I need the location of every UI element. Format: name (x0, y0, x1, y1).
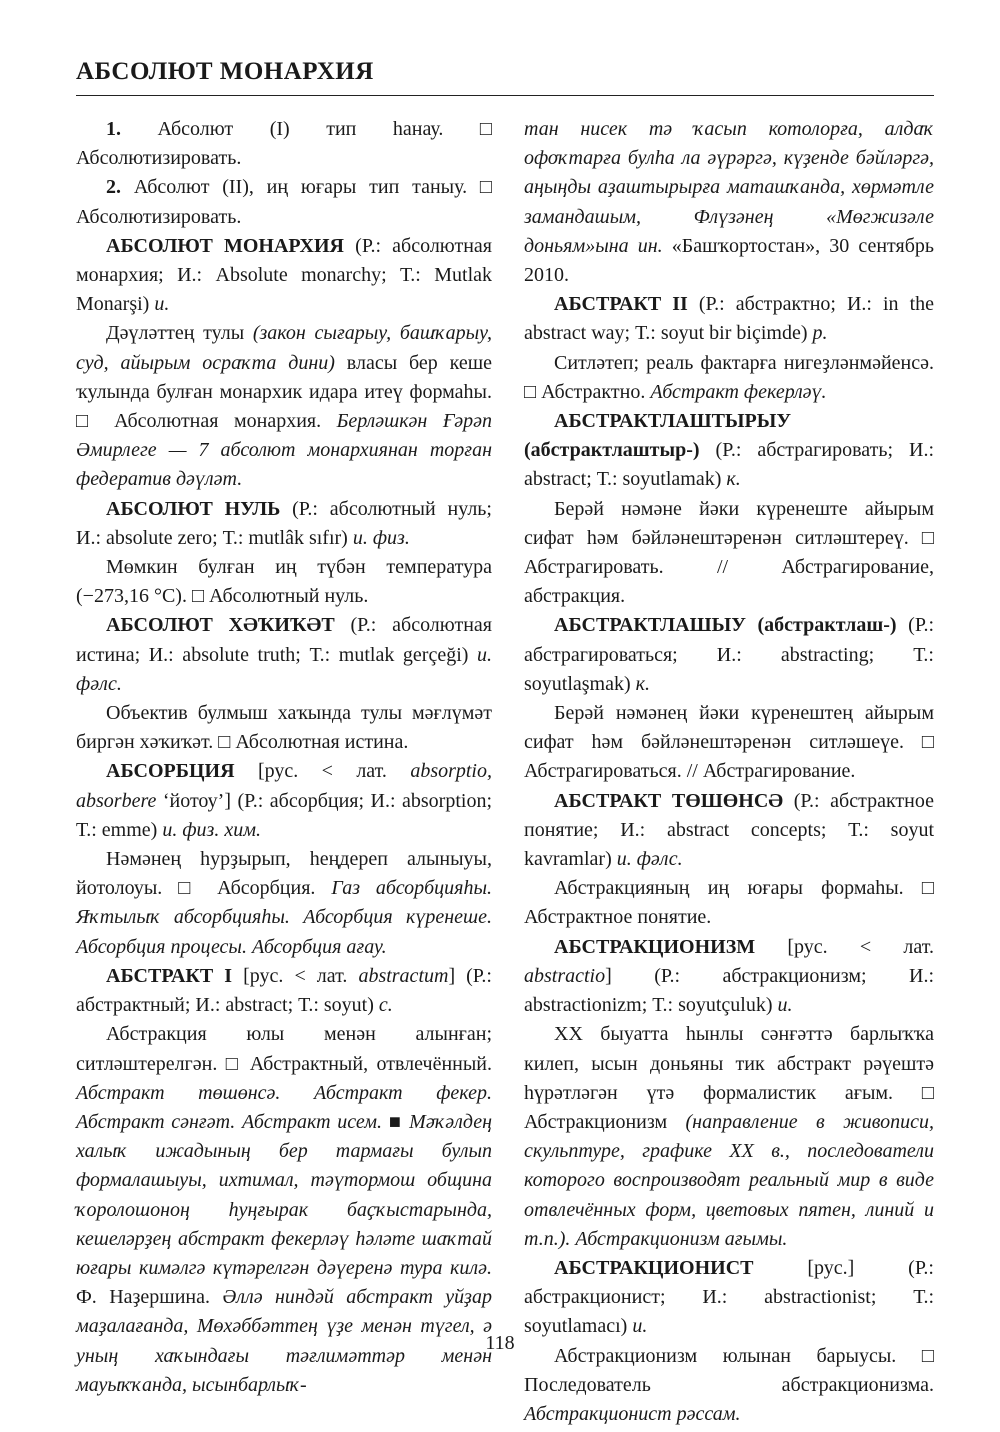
italic-text: и. физ. хим. (162, 818, 261, 841)
text-run: (Р.: абсолютный нуль; И.: absolute zero; Т.: mutlâk sıfır) (76, 497, 492, 549)
left-column (76, 115, 492, 1400)
dictionary-paragraph (524, 699, 934, 787)
dictionary-paragraph (76, 232, 492, 320)
italic-text: и. (777, 994, 793, 1017)
text-run: [рус.] (Р.: абстракционист; И.: abstractionist; Т.: soyutlamacı) (524, 1256, 934, 1338)
dictionary-paragraph (76, 319, 492, 494)
text-run: [рус. < лат. (755, 935, 934, 958)
dictionary-paragraph (524, 874, 934, 932)
italic-text: Абстракт төшөнсә. Абстракт фекер. Абстракт сәнғәт. Абстракт исем. (76, 1081, 492, 1133)
text-run: [рус. < лат. (232, 964, 359, 987)
headword: 2. (106, 176, 134, 199)
headword: АБСТРАКТ II (554, 293, 688, 316)
italic-text: Берләшкән Ғәрәп Әмирлеге — 7 абсолют монархиянан торған федератив дәүләт. (76, 410, 492, 491)
text-run: власы бер кеше ҡулында булған монархик идара итеү формаһы. □ Абсолютная монархия. (76, 351, 493, 433)
dictionary-paragraph (524, 495, 934, 612)
text-run: Объектив булмыш хаҡында тулы мәғлүмәт биргән хәҡиҡәт. □ Абсолютная истина. (76, 702, 492, 754)
headword: 1. (106, 118, 158, 140)
text-run: Абстракция юлы менән алынған; ситләштерелгән. □ Абстрактный, отвлечённый. (76, 1023, 492, 1075)
headword: АБСТРАКЦИОНИСТ (554, 1256, 754, 1279)
text-run: Берәй нәмәне йәки күренеште айырым сифат һәм бәйләнештәренән ситләштереү. □ Абстрагировать. // Абстрагирование, абстракция. (524, 497, 934, 608)
headword: АБСТРАКТЛАШТЫРЫУ (554, 410, 792, 433)
headword: (абстрактлаш-) (757, 614, 897, 637)
dictionary-paragraph (76, 845, 492, 962)
headword: (абстрактлаштыр-) (524, 439, 700, 462)
text-run: (Р.: абсолютная монархия; И.: Absolute monarchy; Т.: Mutlak Monarşi) (76, 234, 493, 316)
text-run: ] (Р.: абстракционизм; И.: abstractionizm; Т.: soyutçuluk) (524, 964, 934, 1017)
text-run (746, 614, 758, 636)
text-run: Абстракционизм юлынан барыусы. □ Последователь абстракционизма. (524, 1344, 934, 1396)
italic-text: Абстракт фекерләү. (650, 380, 827, 403)
dictionary-paragraph (524, 115, 934, 290)
text-run: Ф. Наҙершина. (76, 1286, 223, 1309)
text-run: (Р.: абстрагировать; И.: abstract; Т.: soyutlamak) (524, 439, 934, 491)
italic-text: Газ абсорбцияһы. Яҡтылыҡ абсорбцияһы. Абсорбция күренеше. Абсорбция процесы. Абсорбция ағау. (76, 877, 492, 958)
text-run: XX быуатта һынлы сәнғәттә барлыҡҡа килеп, ысын доньяны тик абстракт рәүештә һүрәтләгән үтә формалистик ағым. □ Абстракционизм (524, 1023, 934, 1133)
headword: АБСТРАКЦИОНИЗМ (554, 935, 756, 958)
headword: АБСОРБЦИЯ (106, 760, 235, 783)
dictionary-paragraph (76, 757, 492, 845)
dictionary-paragraph (76, 962, 492, 1020)
italic-text: с. (378, 994, 393, 1017)
dictionary-paragraph (76, 495, 492, 553)
italic-text: р. (812, 322, 828, 345)
text-run: ] (Р.: абстрактный; И.: abstract; Т.: soyut) (76, 964, 492, 1017)
text-run: ■ (382, 1110, 410, 1133)
text-run: (Р.: абстрагироваться; И.: abstracting; Т.: soyutlaşmak) (524, 614, 934, 695)
italic-text: abstractum (358, 964, 449, 987)
text-run: (Р.: абстрактное понятие; И.: abstract concepts; Т.: soyut kavramlar) (524, 789, 934, 871)
text-run: [рус. < лат. (234, 760, 411, 783)
text-run: Абсолют (II), иң юғары тип таныу. □ Абсолютизировать. (76, 176, 492, 228)
dictionary-paragraph (524, 349, 934, 407)
text-run: Абстракцияның иң юғары формаһы. □ Абстрактное понятие. (524, 877, 934, 929)
headword: АБСТРАКТ I (106, 964, 233, 987)
headword: АБСОЛЮТ МОНАРХИЯ (106, 234, 344, 257)
headword: АБСОЛЮТ НУЛЬ (106, 497, 281, 520)
text-run: Нәмәнең һурҙырып, һеңдереп алыныуы, йотолоуы. □ Абсорбция. (76, 848, 492, 900)
italic-text: Абстракционист рәссам. (524, 1402, 741, 1425)
dictionary-paragraph (76, 115, 492, 173)
text-run: (Р.: абстрактно; И.: in the abstract way; Т.: soyut bir biçimde) (524, 293, 934, 345)
page-number: 118 (485, 1332, 515, 1354)
headword: АБСТРАКТЛАШЫУ (554, 614, 746, 637)
italic-text: и. фәлс. (616, 848, 683, 871)
italic-text: Әллә ниндәй абстракт уйҙар маҙалағанда, Мөхәббәттең үҙе менән түгел, ә уның хаҡындағы тәғлимәттәр менән мауыҡҡанда, ысынбарлыҡ- (76, 1286, 492, 1396)
running-header: АБСОЛЮТ МОНАРХИЯ (76, 58, 374, 85)
header-rule (76, 95, 934, 96)
text-run: Дәүләттең тулы (106, 322, 253, 345)
headword: АБСОЛЮТ ХӘҠИҠӘТ (106, 614, 335, 637)
italic-text: abstractio (524, 964, 606, 987)
dictionary-paragraph (524, 611, 934, 699)
dictionary-paragraph (524, 1020, 934, 1254)
dictionary-paragraph (76, 553, 492, 611)
text-run: Ситләтеп; реаль фактарға нигеҙләнмәйенсә. □ Абстрактно. (524, 351, 934, 403)
text-run: Мөмкин булған иң түбән температура (−273,16 °С). □ Абсолютный нуль. (76, 556, 492, 608)
italic-text: Мәҡәлдең халыҡ ижадының бер тармағы булып формалашыуы, ихтимал, тәүтормош община ҡоролошоноң һуңғырак баҫҡыстарында, кешеләрҙең абстракт фекерләү һәләте шаҡтай юғары кимәлгә күтәрелгән дәүеренә тура килә. (76, 1110, 492, 1279)
text-run: Абсолют (I) тип һанау. □ Абсолютизировать. (76, 118, 492, 170)
dictionary-paragraph (524, 407, 934, 495)
headword: АБСТРАКТ ТӨШӨНСӘ (554, 789, 784, 812)
right-column (524, 115, 934, 1429)
dictionary-paragraph (524, 1254, 934, 1342)
italic-text: тан нисек тә ҡасып котолорға, алдаҡ офоҡтарға булһа ла әүрәргә, күҙенде бәйләргә, аңыңды аҙаштырырға маташҡанда, хөрмәтле замандашым, Флүзәнең «Мөгжизәле доньям»ына ин. (524, 118, 934, 257)
dictionary-paragraph (524, 787, 934, 875)
italic-text: и. физ. (352, 526, 410, 549)
dictionary-paragraph (76, 699, 492, 757)
italic-text: к. (635, 672, 651, 695)
text-run: (Р.: абсолютная истина; И.: absolute truth; Т.: mutlak gerçeği) (76, 614, 492, 666)
dictionary-paragraph (76, 611, 492, 699)
italic-text: (закон сығарыу, башҡарыу, суд, айырым осраҡта дини) (76, 322, 492, 374)
italic-text: и. (632, 1315, 648, 1338)
dictionary-paragraph (524, 290, 934, 348)
dictionary-paragraph (524, 933, 934, 1021)
italic-text: и. фәлс. (76, 643, 492, 695)
italic-text: и. (154, 293, 170, 316)
italic-text: к. (726, 468, 741, 491)
italic-text: (направление в живописи, скульптуре, графике XX в., последователи которого воспроизводят реальный мир в виде отвлечённых форм, цветовых пятен, линий и т.п.). Абстракционизм ағымы. (524, 1110, 934, 1250)
text-run: ‘йотоу’] (Р.: абсорбция; И.: absorption; Т.: emme) (76, 789, 492, 841)
text-run: «Башҡортостан», 30 сентябрь 2010. (524, 234, 934, 287)
italic-text: absorptio, absorbere (76, 760, 492, 812)
dictionary-paragraph (76, 173, 492, 231)
text-run: Берәй нәмәнең йәки күренештең айырым сифат һәм бәйләнештәренән ситләшеүе. □ Абстрагироваться. // Абстрагирование. (524, 702, 934, 783)
